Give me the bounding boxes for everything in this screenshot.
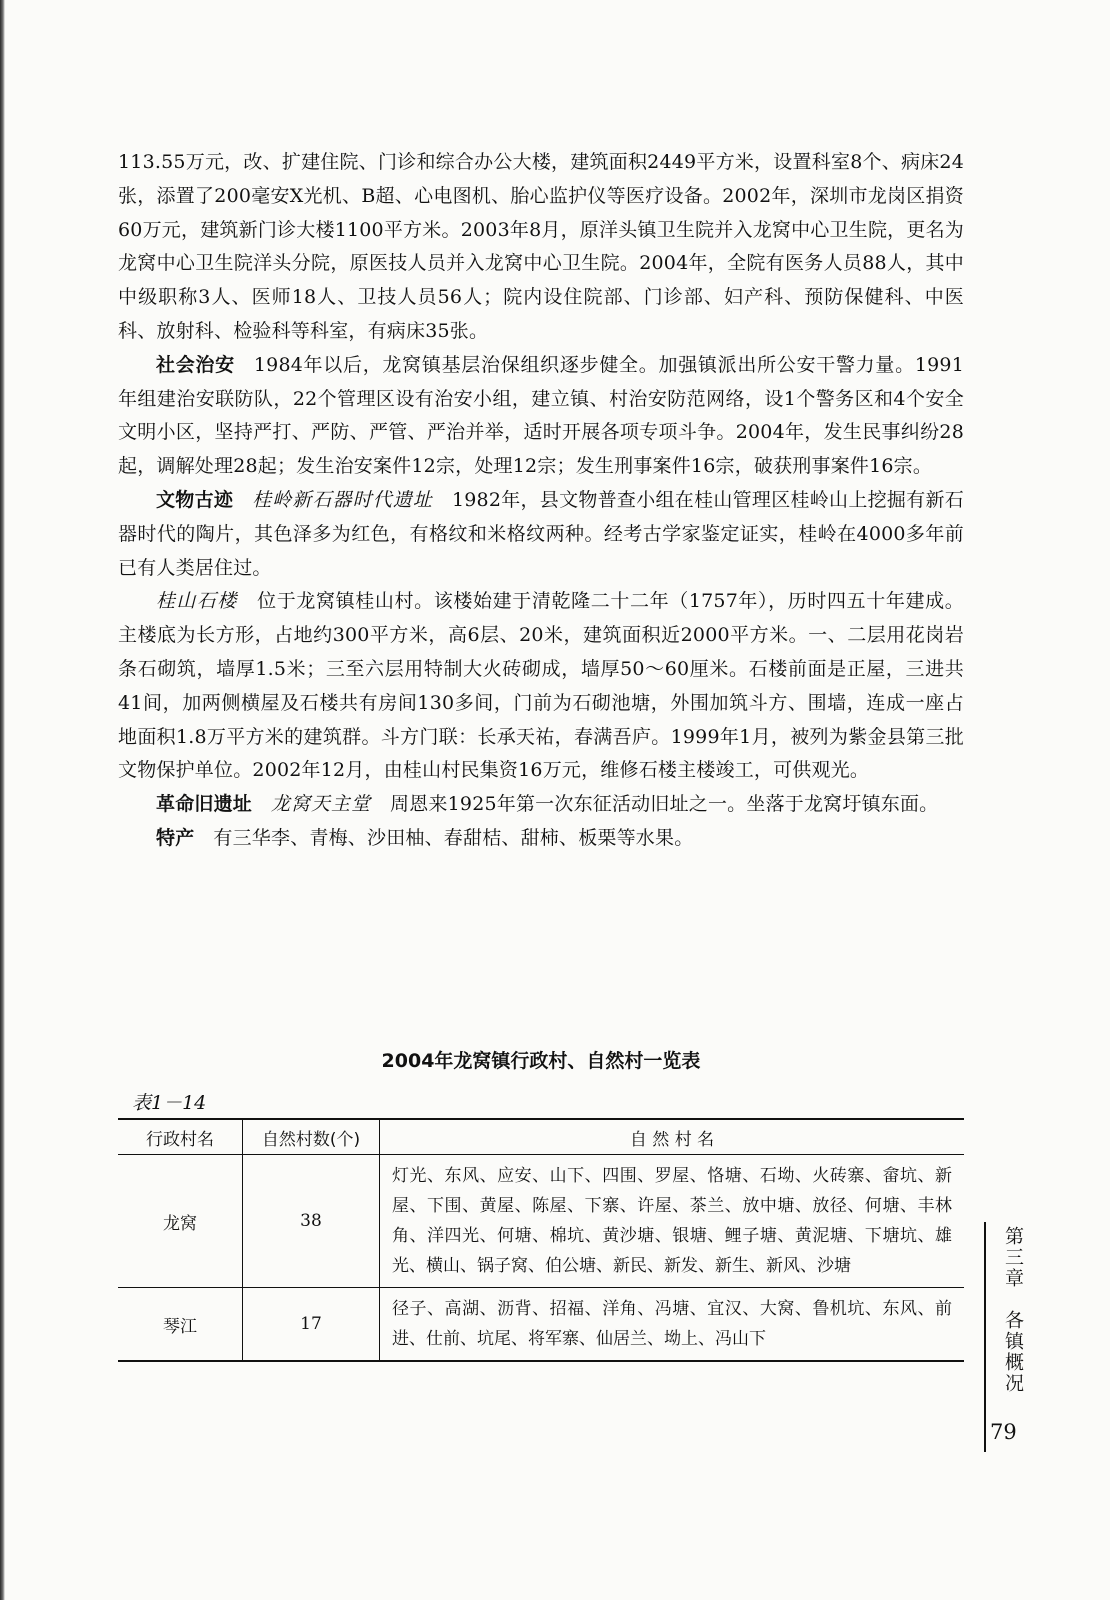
paragraph-stone-tower <box>118 585 964 788</box>
paragraph-relics <box>118 484 964 585</box>
body-text <box>118 146 964 856</box>
admin-village-cell: 琴江 <box>163 1316 197 1337</box>
table-header-row <box>118 1119 964 1155</box>
table-row <box>118 1288 964 1362</box>
paragraph-text: 113.55万元，改、扩建住院、门诊和综合办公大楼，建筑面积2449平方米，设置科室8个、病床24张，添置了200毫安X光机、B超、心电图机、胎心监护仪等医疗设备。2002年，深圳市龙岗区捐资60万元，建筑新门诊大楼1100平方米。2003年8月，原洋头镇卫生院并入龙窝中心卫生院，更名为龙窝中心卫生院洋头分院，原医技人员并入龙窝中心卫生院。2004年，全院有医务人员88人，其中中级职称3人、医师18人、卫技人员56人；院内设住院部、门诊部、妇产科、预防保健科、中医科、放射科、检验科等科室，有病床35张。 <box>118 151 964 342</box>
page-number: 79 <box>990 1420 1017 1444</box>
section-subterm: 龙窝天主堂 <box>271 793 372 816</box>
village-names-cell: 灯光、东风、应安、山下、四围、罗屋、恪塘、石坳、火砖寨、畲坑、新屋、下围、黄屋、陈屋、下寨、许屋、茶兰、放中塘、放径、何塘、丰林角、洋四光、何塘、棉坑、黄沙塘、银塘、鲤子塘、黄泥塘、下塘坑、雄光、横山、锅子窝、伯公塘、新民、新发、新生、新风、沙塘 <box>380 1155 965 1288</box>
section-subterm: 桂岭新石器时代遗址 <box>252 488 433 511</box>
village-names-cell: 径子、高湖、沥背、招福、洋角、冯塘、宜汉、大窝、鲁机坑、东风、前进、仕前、坑尾、将军寨、仙居兰、坳上、冯山下 <box>380 1288 965 1362</box>
section-term: 特产 <box>156 826 195 849</box>
table-row <box>118 1155 964 1288</box>
section-subterm: 桂山石楼 <box>156 590 238 613</box>
section-term: 文物古迹 <box>156 488 234 511</box>
page-binding-edge <box>0 0 5 1600</box>
paragraph-text: 有三华李、青梅、沙田柚、春甜桔、甜柿、板栗等水果。 <box>213 826 694 849</box>
table-title: 2004年龙窝镇行政村、自然村一览表 <box>381 1050 701 1072</box>
paragraph-health <box>118 146 964 349</box>
paragraph-text: 周恩来1925年第一次东征活动旧址之一。坐落于龙窝圩镇东面。 <box>390 793 939 816</box>
paragraph-revolution-site <box>118 788 964 822</box>
village-count-cell: 17 <box>243 1288 380 1362</box>
column-header-admin-village: 行政村名 <box>118 1119 243 1155</box>
village-table <box>118 1118 964 1362</box>
paragraph-public-security <box>118 349 964 484</box>
paragraph-text: 1982年，县文物普查小组在桂山管理区桂岭山上挖掘有新石器时代的陶片，其色泽多为红色，有格纹和米格纹两种。经考古学家鉴定证实，桂岭在4000多年前已有人类居住过。 <box>118 488 964 579</box>
village-count-cell: 38 <box>243 1155 380 1288</box>
section-term: 社会治安 <box>156 353 235 376</box>
paragraph-text: 1984年以后，龙窝镇基层治保组织逐步健全。加强镇派出所公安干警力量。1991年组建治安联防队，22个管理区设有治安小组，建立镇、村治安防范网络，设1个警务区和4个安全文明小区，坚持严打、严防、严管、严治并举，适时开展各项专项斗争。2004年，发生民事纠纷28起，调解处理28起；发生治安案件12宗，处理12宗；发生刑事案件16宗，破获刑事案件16宗。 <box>118 353 964 478</box>
section-term: 革命旧遗址 <box>156 793 253 816</box>
admin-village-cell: 龙窝 <box>118 1155 243 1288</box>
paragraph-specialties <box>118 822 964 856</box>
column-header-village-names: 自 然 村 名 <box>380 1119 965 1155</box>
table-number: 表1－14 <box>132 1092 207 1114</box>
paragraph-text: 位于龙窝镇桂山村。该楼始建于清乾隆二十二年（1757年），历时四五十年建成。主楼底为长方形，占地约300平方米，高6层、20米，建筑面积近2000平方米。一、二层用花岗岩条石砌筑，墙厚1.5米；三至六层用特制大火砖砌成，墙厚50～60厘米。石楼前面是正屋，三进共41间，加两侧横屋及石楼共有房间130多间，门前为石砌池塘，外围加筑斗方、围墙，连成一座占地面积1.8万平方米的建筑群。斗方门联：长承天祐，春满吾庐。1999年1月，被列为紫金县第三批文物保护单位。2002年12月，由桂山村民集资16万元，维修石楼主楼竣工，可供观光。 <box>118 590 964 782</box>
chapter-label: 第三章 各镇概况 <box>1002 1226 1024 1394</box>
sidebar-rule <box>984 1222 986 1452</box>
column-header-count: 自然村数(个) <box>243 1119 380 1155</box>
